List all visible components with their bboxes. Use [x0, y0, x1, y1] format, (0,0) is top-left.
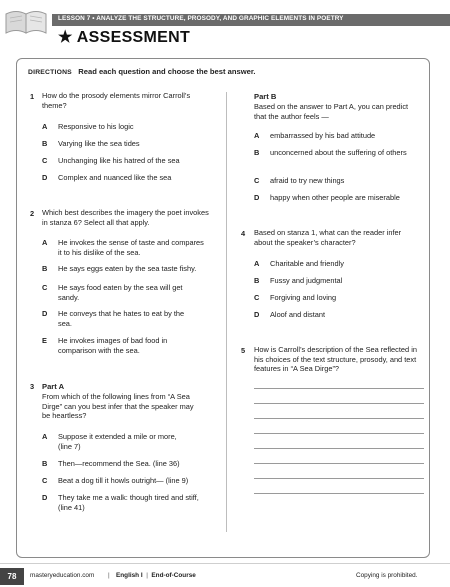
- question-5-stem: How is Carroll’s description of the Sea reflected in his choices of the text structure, prosody, and text features in “A Sea Dirge”?: [254, 345, 417, 374]
- option-text: embarrassed by his bad attitude: [270, 131, 376, 140]
- footer-course: [116, 572, 196, 579]
- option-letter: A: [42, 238, 48, 247]
- option-letter: D: [42, 173, 48, 182]
- option-letter: B: [42, 139, 48, 148]
- column-divider: [226, 92, 227, 532]
- q1-option-b[interactable]: [42, 139, 217, 149]
- question-3-number: 3: [30, 382, 35, 391]
- directions-text: Read each question and choose the best answer.: [78, 67, 256, 76]
- option-text: He says food eaten by the sea will get sandy.: [58, 283, 183, 302]
- question-3-part-b-label: Part B: [254, 92, 277, 101]
- question-2-number: 2: [30, 209, 35, 218]
- question-4-stem: Based on stanza 1, what can the reader infer about the speaker’s character?: [254, 228, 402, 247]
- q3-option-d[interactable]: [42, 493, 217, 513]
- answer-line[interactable]: [254, 418, 424, 419]
- q3-option-c[interactable]: [42, 476, 217, 486]
- page-number: 78: [0, 568, 24, 585]
- option-text: He conveys that he hates to eat by the sea.: [58, 309, 185, 328]
- option-letter: A: [42, 122, 48, 131]
- q4-option-a[interactable]: [254, 259, 426, 269]
- q4-option-c[interactable]: [254, 293, 426, 303]
- option-letter: A: [42, 432, 48, 441]
- option-letter: B: [254, 276, 260, 285]
- option-text: Complex and nuanced like the sea: [58, 173, 172, 182]
- q2-option-d[interactable]: [42, 309, 217, 329]
- option-letter: B: [42, 459, 48, 468]
- option-letter: B: [254, 148, 260, 157]
- option-text: Aloof and distant: [270, 310, 326, 319]
- option-letter: A: [254, 131, 260, 140]
- question-2-stem: Which best describes the imagery the poet invokes in stanza 6? Select all that apply.: [42, 208, 209, 227]
- option-text: Varying like the sea tides: [58, 139, 140, 148]
- option-letter: B: [42, 264, 48, 273]
- q4-option-d[interactable]: [254, 310, 426, 320]
- q2-option-a[interactable]: [42, 238, 217, 258]
- answer-line[interactable]: [254, 463, 424, 464]
- option-text: unconcerned about the suffering of others: [270, 148, 407, 157]
- footer-website[interactable]: masteryeducation.com: [30, 572, 95, 579]
- question-5-number: 5: [241, 346, 246, 355]
- directions-label: DIRECTIONS: [28, 69, 72, 76]
- q3b-option-c[interactable]: [254, 176, 426, 186]
- option-text: Beat a dog till it howls outright— (line 9): [58, 476, 189, 485]
- question-1-number: 1: [30, 92, 35, 101]
- question-3b-stem: Based on the answer to Part A, you can predict that the author feels —: [254, 102, 409, 121]
- option-text: Unchanging like his hatred of the sea: [58, 156, 180, 165]
- option-text: They take me a walk: though tired and stiff, (line 41): [58, 493, 199, 512]
- option-text: happy when other people are miserable: [270, 193, 400, 202]
- option-letter: C: [42, 283, 48, 292]
- question-3-part-a-label: Part A: [42, 382, 65, 391]
- option-letter: C: [42, 156, 48, 165]
- page-header: [0, 0, 450, 52]
- q1-option-c[interactable]: [42, 156, 217, 166]
- question-4-number: 4: [241, 229, 246, 238]
- footer-separator: |: [144, 572, 150, 579]
- lesson-title: LESSON 7 • ANALYZE THE STRUCTURE, PROSODY, AND GRAPHIC ELEMENTS IN POETRY: [58, 15, 344, 22]
- directions: [28, 67, 256, 76]
- footer-course-name: English I: [116, 572, 143, 579]
- q2-option-b[interactable]: [42, 264, 217, 274]
- answer-line[interactable]: [254, 493, 424, 494]
- q1-option-a[interactable]: [42, 122, 217, 132]
- q3-option-b[interactable]: [42, 459, 217, 469]
- option-letter: C: [254, 293, 260, 302]
- option-text: afraid to try new things: [270, 176, 345, 185]
- option-text: He invokes the sense of taste and compares it to his dislike of the sea.: [58, 238, 204, 257]
- answer-line[interactable]: [254, 433, 424, 434]
- q3b-option-b[interactable]: [254, 148, 426, 168]
- option-letter: C: [42, 476, 48, 485]
- option-letter: D: [254, 193, 260, 202]
- option-letter: D: [254, 310, 260, 319]
- footer-rule: [0, 563, 450, 564]
- option-letter: C: [254, 176, 260, 185]
- option-text: Forgiving and loving: [270, 293, 337, 302]
- option-text: Fussy and judgmental: [270, 276, 343, 285]
- q2-option-c[interactable]: [42, 283, 217, 303]
- option-text: Suppose it extended a mile or more, (line 7): [58, 432, 177, 451]
- open-book-icon: [2, 6, 50, 36]
- q2-option-e[interactable]: [42, 336, 217, 356]
- q1-option-d[interactable]: [42, 173, 217, 183]
- q4-option-b[interactable]: [254, 276, 426, 286]
- page-title: ★ ASSESSMENT: [58, 29, 191, 46]
- footer-separator: |: [108, 572, 110, 579]
- option-letter: A: [254, 259, 260, 268]
- option-text: Then—recommend the Sea. (line 36): [58, 459, 180, 468]
- option-text: He invokes images of bad food in comparison with the sea.: [58, 336, 168, 355]
- question-1-stem: How do the prosody elements mirror Carroll’s theme?: [42, 91, 191, 110]
- option-text: He says eggs eaten by the sea taste fishy.: [58, 264, 197, 273]
- answer-line[interactable]: [254, 403, 424, 404]
- option-letter: D: [42, 493, 48, 502]
- q3-option-a[interactable]: [42, 432, 217, 452]
- q3b-option-d[interactable]: [254, 193, 426, 203]
- answer-line[interactable]: [254, 388, 424, 389]
- answer-line[interactable]: [254, 478, 424, 479]
- option-text: Charitable and friendly: [270, 259, 344, 268]
- footer-course-type: End-of-Course: [151, 572, 196, 579]
- question-3-stem: From which of the following lines from “A Sea Dirge” can you best infer that the speaker may be heartless?: [42, 392, 194, 421]
- option-text: Responsive to his logic: [58, 122, 134, 131]
- option-letter: D: [42, 309, 48, 318]
- footer-copyright: Copying is prohibited.: [356, 572, 418, 579]
- option-letter: E: [42, 336, 47, 345]
- q3b-option-a[interactable]: [254, 131, 426, 141]
- answer-line[interactable]: [254, 448, 424, 449]
